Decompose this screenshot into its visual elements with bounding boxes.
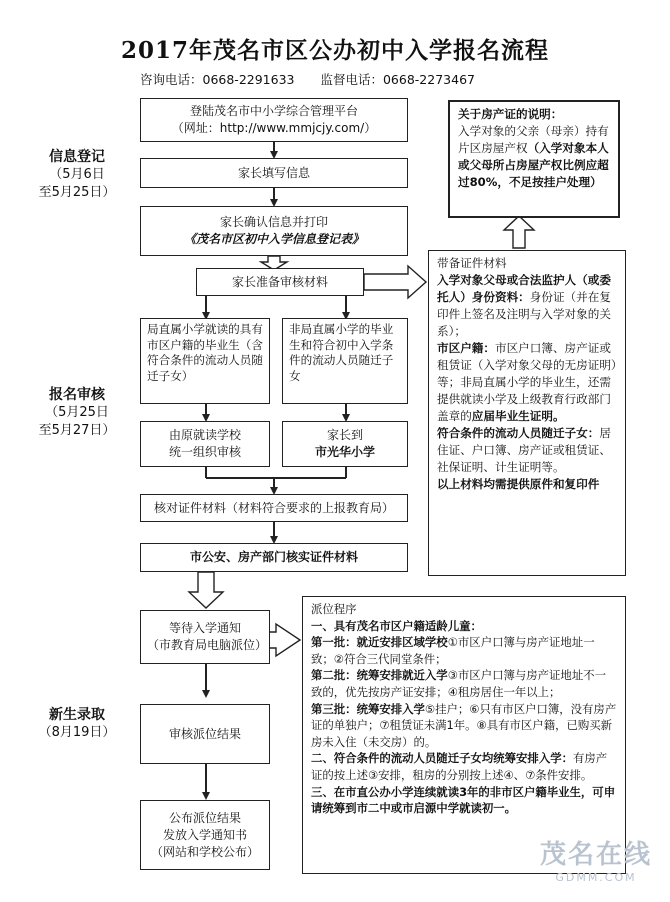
verify-documents-box: 核对证件材料（材料符合要求的上报教育局） bbox=[140, 494, 408, 522]
stage-review-date-1: （5月25日 bbox=[45, 405, 109, 420]
login-line-1: 登陆茂名市中小学综合管理平台 bbox=[189, 104, 358, 118]
hollow-arrow-prepare-materials bbox=[364, 266, 426, 298]
property-note-title: 关于房产证的说明： bbox=[458, 107, 563, 121]
stage-info-registration bbox=[22, 148, 132, 202]
guanghua-line-1: 家长到 bbox=[326, 428, 363, 442]
supervise-phone: 监督电话：0668-2273467 bbox=[320, 72, 475, 87]
materials-guardian-text: 身份证（并在复印件上签名及注明与入学对象的关系）； bbox=[437, 290, 611, 338]
stage-info-date-1: （5月6日 bbox=[49, 167, 105, 182]
stage-info-name: 信息登记 bbox=[49, 149, 105, 165]
stage-review bbox=[22, 386, 132, 440]
page-title: 2017年茂名市区公办初中入学报名流程 bbox=[120, 37, 549, 64]
allocation-batch-1-heading: 第一批：就近安排区域学校 bbox=[311, 635, 448, 650]
materials-title: 带备证件材料 bbox=[437, 256, 507, 270]
print-form-box bbox=[140, 206, 408, 256]
stage-info-date-2: 至5月25日） bbox=[38, 185, 116, 200]
required-materials-note bbox=[428, 250, 626, 576]
print-form-name: 《茂名市区初中入学信息登记表》 bbox=[183, 232, 364, 246]
allocation-title: 派位程序 bbox=[311, 602, 357, 616]
stage-review-name: 报名审核 bbox=[49, 387, 105, 403]
publish-result-box bbox=[140, 800, 270, 870]
materials-graduate-cert: 应届毕业生证明。 bbox=[471, 409, 565, 423]
hollow-arrow-police-wait bbox=[189, 572, 223, 608]
watermark-domain: GDMM.COM bbox=[555, 871, 637, 884]
allocation-procedure-note bbox=[302, 596, 626, 874]
stage-admit-name: 新生录取 bbox=[49, 707, 105, 723]
guanghua-school-box bbox=[282, 421, 408, 467]
watermark-text: 茂名在线 bbox=[539, 840, 652, 870]
prepare-materials-box: 家长准备审核材料 bbox=[196, 268, 364, 296]
allocation-section-1: 一、具有茂名市区户籍适龄儿童： bbox=[311, 618, 482, 633]
fill-info-box: 家长填写信息 bbox=[140, 158, 408, 188]
publish-line-3: （网站和学校公布） bbox=[150, 844, 259, 859]
materials-original-copy: 以上材料均需提供原件和复印件 bbox=[437, 477, 600, 491]
review-result-box: 审核派位结果 bbox=[140, 704, 270, 764]
hollow-arrow-materials-property bbox=[504, 216, 534, 248]
site-watermark-logo bbox=[540, 834, 652, 884]
allocation-section-3: 三、在市直公办小学连续就读3年的非市区户籍毕业生，可申请统筹到市二中或市启源中学就读初一。 bbox=[311, 784, 616, 816]
stage-admission bbox=[22, 706, 132, 742]
school-review-box bbox=[140, 421, 270, 467]
allocation-batch-3-text: ⑤挂户；⑥只有市区户口簿，没有房产证的单独户；⑦租赁证未满1年。⑧具有市区户籍，已购买新房未入住（未交房）的。 bbox=[311, 701, 617, 749]
login-url: （网址：http://www.mmjcjy.com/） bbox=[171, 121, 377, 135]
materials-migrant-heading: 符合条件的流动人员随迁子女： bbox=[437, 426, 600, 440]
allocation-batch-2-text: ③市区户口簿与房产证地址不一致的，优先按房产证安排；④租房居住一年以上； bbox=[311, 668, 606, 699]
wait-notice-box bbox=[140, 610, 270, 664]
guanghua-line-2: 市光华小学 bbox=[314, 445, 375, 459]
consult-phone: 咨询电话：0668-2291633 bbox=[140, 72, 295, 87]
publish-line-1: 公布派位结果 bbox=[168, 810, 241, 825]
materials-guardian-heading: 入学对象父母或合法监护人（或委托人）身份资料： bbox=[437, 273, 611, 304]
materials-local-heading: 市区户籍： bbox=[437, 341, 495, 355]
property-note-bold: （入学对象本人或父母所占房屋产权比例应超过80%，不足按挂户处理） bbox=[458, 141, 609, 189]
allocation-batch-3-heading: 第三批：统筹安排入学 bbox=[311, 701, 425, 716]
local-graduates-box: 局直属小学就读的具有市区户籍的毕业生（含符合条件的流动人员随迁子女） bbox=[140, 318, 270, 404]
login-platform-box bbox=[140, 98, 408, 142]
property-certificate-note bbox=[448, 100, 620, 218]
allocation-batch-1-text: ①市区户口簿与房产证地址一致；②符合三代同堂条件； bbox=[311, 635, 595, 666]
print-line-1: 家长确认信息并打印 bbox=[219, 215, 328, 229]
allocation-batch-2-heading: 第二批：统筹安排就近入学 bbox=[311, 668, 448, 683]
stage-review-date-2: 至5月27日） bbox=[38, 423, 116, 438]
property-note-text: 入学对象的父亲（母亲）持有片区房屋产权 bbox=[458, 124, 609, 155]
police-housing-verify-box: 市公安、房产部门核实证件材料 bbox=[140, 543, 408, 572]
publish-line-2: 发放入学通知书 bbox=[162, 827, 247, 842]
nonlocal-graduates-box: 非局直属小学的毕业生和符合初中入学条件的流动人员随迁子女 bbox=[282, 318, 408, 404]
school-review-line-2: 统一组织审核 bbox=[168, 445, 241, 459]
stage-admit-date-1: （8月19日） bbox=[38, 725, 116, 740]
allocation-section-2: 二、符合条件的流动人员随迁子女均统筹安排入学： bbox=[311, 751, 573, 766]
school-review-line-1: 由原就读学校 bbox=[168, 428, 241, 442]
allocation-section-2-text: 有房产证的按上述③安排，租房的分别按上述④、⑦条件安排。 bbox=[311, 751, 608, 782]
wait-line-1: 等待入学通知 bbox=[168, 621, 241, 635]
materials-local-text: 市区户口簿、房产证或租赁证（入学对象父母的无房证明）等；非局直属小学的毕业生，还需提供就读小学及上级教育行政部门盖章的 bbox=[437, 341, 617, 423]
wait-line-2: （市教育局电脑派位） bbox=[147, 638, 268, 652]
materials-migrant-text: 居住证、户口簿、房产证或租赁证、社保证明、计生证明等。 bbox=[437, 426, 611, 474]
